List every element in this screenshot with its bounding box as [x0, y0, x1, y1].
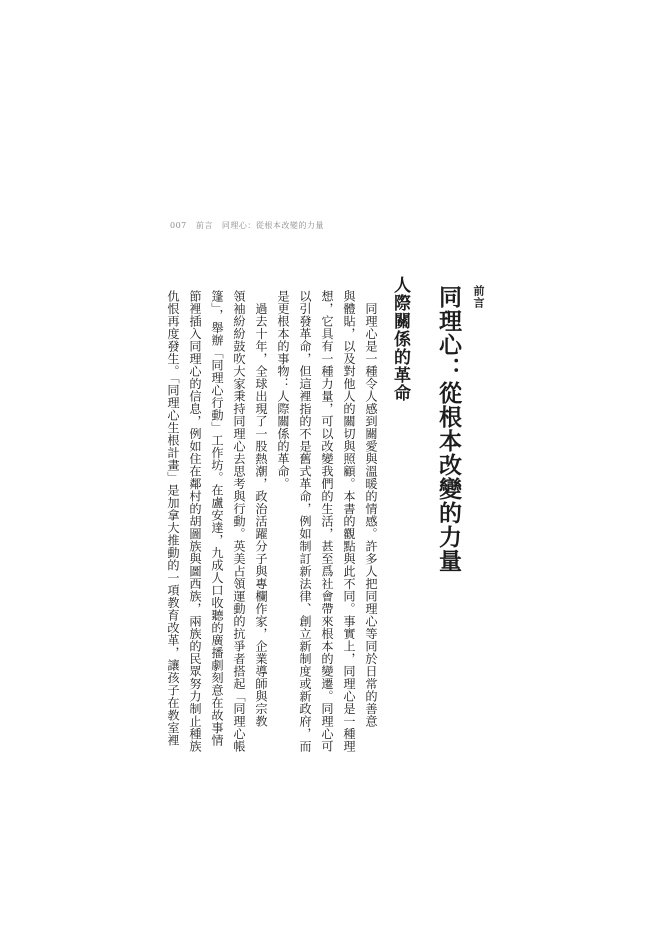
body-line: 想，它具有一種力量，可以改變我們的生活，甚至爲社會帶來根本的變遷。同理心可 [320, 290, 334, 753]
body-line: 同理心是一種令人感到關愛與溫暖的情感。許多人把同理心等同於日常的善意 [364, 290, 378, 728]
body-line: 與體貼，以及對他人的關切與照顧。本書的觀點與此不同。事實上，同理心是一種理 [342, 290, 356, 753]
running-header-section: 前言 [195, 221, 213, 230]
running-header [170, 220, 324, 231]
body-line: 以引發革命，但這裡指的不是舊式革命，例如制訂新法律、創立新制度或新政府，而 [298, 290, 312, 753]
body-line: 節裡插入同理心的信息，例如住在鄰村的胡圖族與圖西族，兩族的民眾努力制止種族 [188, 290, 202, 753]
chapter-title: 同理心：從根本改變的力量 [435, 285, 461, 573]
page-number: 007 [170, 221, 187, 230]
section-label: 前言 [472, 285, 485, 309]
running-header-title: 同理心：從根本改變的力量 [221, 221, 324, 230]
body-line: 仇恨再度發生。「同理心生根計畫」是加拿大推動的一項教育改革，讓孩子在教室裡 [166, 290, 180, 747]
body-line: 過去十年，全球出現了一股熱潮，政治活躍分子與專欄作家，企業導師與宗教 [254, 290, 268, 728]
body-line: 篷」，舉辦「同理心行動」工作坊。在盧安達，九成人口收聽的廣播劇刻意在故事情 [210, 290, 224, 747]
body-line: 領袖紛紛鼓吹大家秉持同理心去思考與行動。英美占領運動的抗爭者搭起「同理心帳 [232, 290, 246, 753]
subheading: 人際關係的革命 [390, 276, 410, 402]
body-line: 是更根本的事物：人際關係的革命。 [276, 290, 290, 490]
